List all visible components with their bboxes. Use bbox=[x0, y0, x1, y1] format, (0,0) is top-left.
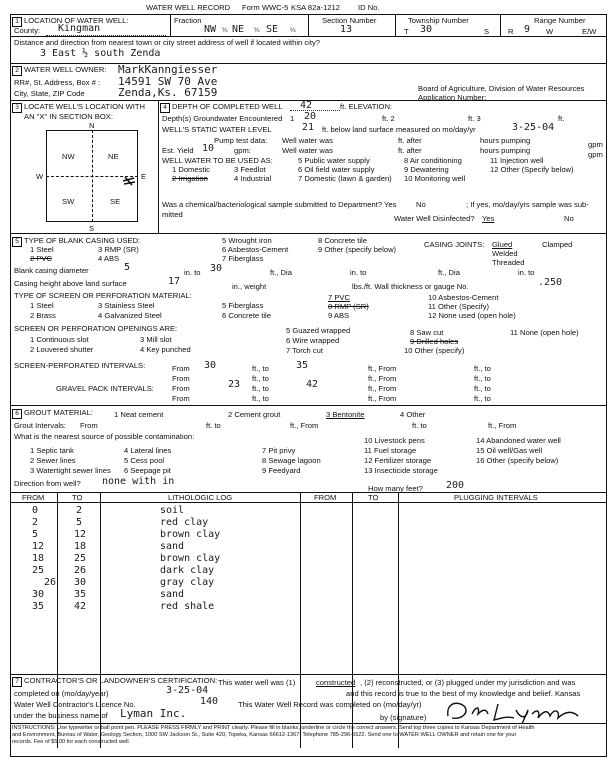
use-other[interactable]: 12 Other (Specify below) bbox=[490, 165, 574, 174]
screen-fiberglass[interactable]: 5 Fiberglass bbox=[222, 301, 264, 310]
screen-brass[interactable]: 2 Brass bbox=[30, 311, 56, 320]
section-number: 1 bbox=[12, 17, 22, 27]
gauge-value[interactable]: .250 bbox=[538, 277, 563, 288]
ft-from: ft., From bbox=[368, 364, 397, 373]
grout-cement[interactable]: 2 Cement grout bbox=[228, 410, 281, 419]
yield-label: Est. Yield bbox=[162, 146, 194, 155]
log-to[interactable]: 18 bbox=[74, 541, 87, 552]
direction-value[interactable]: none with in bbox=[102, 476, 175, 487]
distance-label: Distance and direction from nearest town or city street address of well if located within city? bbox=[14, 38, 320, 47]
screen-concrete[interactable]: 6 Concrete tile bbox=[222, 311, 271, 320]
ft-after: ft. after bbox=[398, 136, 422, 145]
static-value[interactable]: 21 bbox=[302, 122, 315, 133]
well-location-mark bbox=[122, 176, 136, 186]
perforated-label: SCREEN-PERFORATED INTERVALS: bbox=[14, 361, 146, 370]
instructions-line-3: records. Fee of $5.00 for each constructed well. bbox=[12, 739, 131, 745]
from-label: From bbox=[172, 364, 190, 373]
log-from[interactable]: 26 bbox=[44, 577, 57, 588]
contam-pit-privy[interactable]: 7 Pit privy bbox=[262, 446, 296, 455]
submitted-label: mitted bbox=[162, 210, 183, 219]
yield-value[interactable]: 10 bbox=[202, 143, 215, 154]
opening-drilled[interactable]: 9 Drilled holes bbox=[410, 337, 459, 346]
screen-none[interactable]: 12 None used (open hole) bbox=[428, 311, 516, 320]
use-injection[interactable]: 11 Injection well bbox=[490, 156, 544, 165]
static-label: WELL'S STATIC WATER LEVEL bbox=[162, 125, 272, 134]
joint-threaded[interactable]: Threaded bbox=[492, 258, 525, 267]
log-description[interactable]: red shale bbox=[160, 601, 215, 612]
location-title: LOCATION OF WATER WELL: bbox=[24, 16, 129, 25]
opening-torch[interactable]: 7 Torch cut bbox=[286, 346, 324, 355]
ft-after: ft. after bbox=[398, 146, 422, 155]
use-label: WELL WATER TO BE USED AS: bbox=[162, 156, 273, 165]
certification-text: This water well was (1) bbox=[218, 678, 296, 687]
casing-abs[interactable]: 4 ABS bbox=[98, 254, 120, 263]
opening-other[interactable]: 10 Other (specify) bbox=[404, 346, 465, 355]
log-description[interactable]: dark clay bbox=[160, 565, 215, 576]
county-value[interactable]: Kingman bbox=[58, 23, 101, 34]
record-completed-text: This Water Well Record was completed on (mo/day/yr) bbox=[238, 700, 422, 709]
opening-mill-slot[interactable]: 3 Mill slot bbox=[140, 335, 172, 344]
depth-value[interactable]: 42 bbox=[300, 100, 313, 111]
ft-to: ft., to bbox=[252, 384, 269, 393]
hours-pumping: hours pumping bbox=[480, 146, 531, 155]
from-label: From bbox=[172, 374, 190, 383]
range-label: Range Number bbox=[534, 16, 586, 25]
casing-asbestos[interactable]: 6 Asbestos-Cement bbox=[222, 245, 289, 254]
log-header-to: TO bbox=[72, 493, 83, 502]
divider bbox=[500, 14, 501, 36]
opening-none[interactable]: 11 None (open hole) bbox=[510, 328, 579, 337]
log-from[interactable]: 0 bbox=[32, 505, 39, 516]
fraction-1[interactable]: NW bbox=[204, 24, 217, 35]
form-title: WATER WELL RECORD bbox=[146, 3, 231, 12]
screen-material-label: TYPE OF SCREEN OR PERFORATION MATERIAL: bbox=[14, 291, 192, 300]
log-from[interactable]: 25 bbox=[32, 565, 45, 576]
screen-pvc[interactable]: 7 PVC bbox=[328, 293, 350, 302]
from-label: From bbox=[80, 421, 98, 430]
use-air-conditioning[interactable]: 8 Air conditioning bbox=[404, 156, 462, 165]
section-value[interactable]: 13 bbox=[340, 24, 353, 35]
direction-label: Direction from well? bbox=[14, 479, 81, 488]
township-s: S bbox=[484, 27, 490, 36]
log-header-lithologic: LITHOLOGIC LOG bbox=[168, 493, 233, 502]
business-value[interactable]: Lyman Inc. bbox=[120, 707, 187, 720]
casing-height-value[interactable]: 17 bbox=[168, 276, 181, 287]
gravel-label: GRAVEL PACK INTERVALS: bbox=[56, 384, 154, 393]
completed-label: completed on (mo/day/year) bbox=[14, 689, 109, 698]
ft-from: ft., From bbox=[368, 374, 397, 383]
gravel-from-value[interactable]: 23 bbox=[228, 379, 241, 390]
contam-seepage[interactable]: 6 Seepage pit bbox=[124, 466, 171, 475]
ft-to: ft., to bbox=[252, 374, 269, 383]
joint-clamped[interactable]: Clamped bbox=[542, 240, 573, 249]
county-label: County: bbox=[14, 26, 41, 35]
constructed-option[interactable]: constructed bbox=[316, 678, 356, 687]
range-r: R bbox=[508, 27, 514, 36]
locate-title-2: AN "X" IN SECTION BOX: bbox=[24, 112, 113, 121]
gravel-to-value[interactable]: 42 bbox=[306, 379, 319, 390]
address-value[interactable]: 14591 SW 70 Ave bbox=[118, 75, 218, 88]
disinfected-no[interactable]: No bbox=[564, 214, 574, 223]
licence-label: Water Well Contractor's Licence No. bbox=[14, 700, 136, 709]
east-label: E bbox=[141, 172, 147, 181]
log-description[interactable]: red clay bbox=[160, 517, 209, 528]
ft-dia: ft., Dia bbox=[270, 268, 292, 277]
screen-stainless[interactable]: 3 Stainless Steel bbox=[98, 301, 155, 310]
north-label: N bbox=[89, 121, 95, 130]
blank-diameter-label: Blank casing diameter bbox=[14, 266, 89, 275]
screen-asbestos[interactable]: 10 Asbestos-Cement bbox=[428, 293, 499, 302]
log-to[interactable]: 42 bbox=[74, 601, 87, 612]
city-value[interactable]: Zenda,Ks. 67159 bbox=[118, 86, 218, 99]
ft-dia: ft., Dia bbox=[438, 268, 460, 277]
ft-to: ft., to bbox=[474, 394, 491, 403]
form-number: Form WWC-5 bbox=[242, 3, 289, 12]
in-weight: in., weight bbox=[232, 282, 267, 291]
fraction-3[interactable]: SE bbox=[266, 24, 279, 35]
address-label: RR#, St. Address, Box # : bbox=[14, 78, 101, 87]
pump-label: Pump test data: bbox=[214, 136, 268, 145]
log-description[interactable]: soil bbox=[160, 505, 185, 516]
quarter-mark: ¼ bbox=[254, 27, 260, 34]
owner-value[interactable]: MarkKanngiesser bbox=[118, 63, 218, 76]
log-to[interactable]: 12 bbox=[74, 529, 87, 540]
fraction-2[interactable]: NE bbox=[232, 24, 245, 35]
from-label: From bbox=[172, 394, 190, 403]
ft-from: ft., From bbox=[368, 384, 397, 393]
township-value[interactable]: 30 bbox=[420, 24, 433, 35]
groundwater-label: Depth(s) Groundwater Encountered bbox=[162, 114, 283, 123]
log-from[interactable]: 5 bbox=[32, 529, 39, 540]
board-text: Board of Agriculture, Division of Water Resources bbox=[418, 84, 585, 93]
range-w: W bbox=[546, 27, 554, 36]
casing-pvc[interactable]: 2 PVC bbox=[30, 254, 52, 263]
distance-value[interactable]: 3 East ½ south Zenda bbox=[40, 48, 161, 59]
log-description[interactable]: sand bbox=[160, 541, 185, 552]
yield-gpm: gpm: bbox=[234, 146, 251, 155]
ft-unit: ft. bbox=[558, 114, 565, 123]
opening-key-punched[interactable]: 4 Key punched bbox=[140, 345, 191, 354]
contam-lateral[interactable]: 4 Lateral lines bbox=[124, 446, 172, 455]
business-label: under the business name of bbox=[14, 711, 108, 720]
west-label: W bbox=[36, 172, 44, 181]
grout-label: GROUT MATERIAL: bbox=[24, 408, 93, 417]
depth-label: DEPTH OF COMPLETED WELL bbox=[172, 102, 283, 111]
section-number: 6 bbox=[12, 409, 22, 419]
ne-label: NE bbox=[108, 152, 119, 161]
grout-other[interactable]: 4 Other bbox=[400, 410, 426, 419]
use-monitoring[interactable]: 10 Monitoring well bbox=[404, 174, 466, 183]
south-label: S bbox=[89, 224, 95, 233]
signature-label: by (signature) bbox=[380, 713, 427, 722]
joint-welded[interactable]: Welded bbox=[492, 249, 518, 258]
casing-steel[interactable]: 1 Steel bbox=[30, 245, 54, 254]
section-number: 5 bbox=[12, 237, 22, 247]
grout-bentonite[interactable]: 3 Bentonite bbox=[326, 410, 365, 419]
fraction-label: Fraction bbox=[174, 16, 202, 25]
screen-steel[interactable]: 1 Steel bbox=[30, 301, 54, 310]
section-number: 4 bbox=[160, 103, 170, 113]
gpm-unit: gpm bbox=[588, 150, 603, 159]
use-lawn-garden[interactable]: 7 Domestic (lawn & garden) bbox=[298, 174, 392, 183]
log-from[interactable]: 12 bbox=[32, 541, 45, 552]
range-value[interactable]: 9 bbox=[524, 24, 531, 35]
casing-height-label: Casing height above land surface bbox=[14, 279, 127, 288]
section-label: Section Number bbox=[322, 16, 377, 25]
ft-to: ft., to bbox=[252, 364, 269, 373]
divider bbox=[308, 14, 309, 36]
screen-other[interactable]: 11 Other (Specify) bbox=[428, 302, 490, 311]
contam-sewer[interactable]: 2 Sewer lines bbox=[30, 456, 76, 465]
log-to[interactable]: 30 bbox=[74, 577, 87, 588]
section-number: 3 bbox=[12, 103, 22, 113]
grout-neat-cement[interactable]: 1 Neat cement bbox=[114, 410, 164, 419]
ft-from: ft., From bbox=[368, 394, 397, 403]
use-public[interactable]: 5 Public water supply bbox=[298, 156, 370, 165]
ft-to: ft. to bbox=[412, 421, 427, 430]
opening-louvered[interactable]: 2 Louvered shutter bbox=[30, 345, 94, 354]
casing-wrought-iron[interactable]: 5 Wrought iron bbox=[222, 236, 272, 245]
certification-label: CONTRACTOR'S OR LANDOWNER'S CERTIFICATION: bbox=[24, 676, 218, 685]
ft-from: ft., From bbox=[488, 421, 517, 430]
contam-other[interactable]: 16 Other (specify below) bbox=[476, 456, 559, 465]
how-many-feet-value[interactable]: 200 bbox=[446, 480, 465, 491]
signature-mark bbox=[442, 696, 592, 724]
ft-to: ft., to bbox=[474, 374, 491, 383]
elevation-label: ft. ELEVATION: bbox=[340, 102, 393, 111]
contam-fuel[interactable]: 11 Fuel storage bbox=[364, 446, 417, 455]
sw-label: SW bbox=[62, 197, 75, 206]
perf-from-value[interactable]: 30 bbox=[204, 360, 217, 371]
contam-fertilizer[interactable]: 12 Fertilizer storage bbox=[364, 456, 432, 465]
licence-value[interactable]: 140 bbox=[200, 696, 219, 707]
contam-abandoned-well[interactable]: 14 Abandoned water well bbox=[476, 436, 561, 445]
log-to[interactable]: 5 bbox=[76, 517, 83, 528]
disinfected-yes[interactable]: Yes bbox=[482, 214, 495, 223]
instructions-line-1: INSTRUCTIONS: Use typewriter or ball point pen. PLEASE PRESS FIRMLY and PRINT clearly. Please fill in blanks, underline or circle the correct answers. Send top three copies to Kansas Department of Health bbox=[12, 725, 535, 731]
se-label: SE bbox=[110, 197, 121, 206]
opening-wire[interactable]: 6 Wire wrapped bbox=[286, 336, 340, 345]
gw-2-label: ft. 2 bbox=[382, 114, 395, 123]
log-description[interactable]: sand bbox=[160, 589, 185, 600]
log-from[interactable]: 35 bbox=[32, 601, 45, 612]
opening-guazed[interactable]: 5 Guazed wrapped bbox=[286, 326, 351, 335]
log-header-plugging: PLUGGING INTERVALS bbox=[454, 493, 538, 502]
chem-sample-question-2: ; If yes, mo/day/yrs sample was sub- bbox=[466, 200, 589, 209]
log-to[interactable]: 35 bbox=[74, 589, 87, 600]
lbs-gauge-label: lbs./ft. Wall thickness or gauge No. bbox=[352, 282, 469, 291]
contam-feedyard[interactable]: 9 Feedyard bbox=[262, 466, 301, 475]
static-date[interactable]: 3-25-04 bbox=[512, 122, 555, 133]
casing-rmp[interactable]: 3 RMP (SR) bbox=[98, 245, 139, 254]
township-t: T bbox=[404, 27, 409, 36]
hours-pumping: hours pumping bbox=[480, 136, 531, 145]
gw-1-value[interactable]: 20 bbox=[304, 111, 317, 122]
quarter-mark: ¼ bbox=[290, 27, 296, 34]
ft-to: ft. to bbox=[206, 421, 221, 430]
log-to[interactable]: 26 bbox=[74, 565, 87, 576]
application-number-label: Application Number: bbox=[418, 93, 487, 102]
contam-lagoon[interactable]: 8 Sewage lagoon bbox=[262, 456, 321, 465]
instructions-line-2: and Environment, Bureau of Water, Geology Section, 1000 SW Jackson St., Suite 420, Topeka, Kansas 66612-1367. Telephone 785-296-5522. Send one to WATER WELL OWNER and retain one for your bbox=[12, 732, 517, 738]
contamination-label: What is the nearest source of possible contamination: bbox=[14, 432, 195, 441]
township-label: Township Number bbox=[408, 16, 469, 25]
contam-cess-pool[interactable]: 5 Cess pool bbox=[124, 456, 165, 465]
joint-glued[interactable]: Glued bbox=[492, 240, 513, 249]
log-to[interactable]: 25 bbox=[74, 553, 87, 564]
contam-septic[interactable]: 1 Septic tank bbox=[30, 446, 74, 455]
range-ew: E/W bbox=[582, 27, 597, 36]
screen-rmp[interactable]: 8 RMP (SR) bbox=[328, 302, 369, 311]
use-irrigation[interactable]: 2 Irrigation bbox=[172, 174, 208, 183]
log-description[interactable]: brown clay bbox=[160, 553, 221, 564]
divider bbox=[10, 36, 607, 37]
divider bbox=[395, 14, 396, 36]
casing-concrete[interactable]: 8 Concrete tile bbox=[318, 236, 367, 245]
in-to: in. to bbox=[184, 268, 201, 277]
casing-other[interactable]: 9 Other (specify below) bbox=[318, 245, 397, 254]
use-oil-field[interactable]: 6 Oil field water supply bbox=[298, 165, 375, 174]
contam-insecticide[interactable]: 13 Insecticide storage bbox=[364, 466, 438, 475]
well-water-was: Well water was bbox=[282, 146, 333, 155]
in-to: in. to bbox=[350, 268, 367, 277]
perf-to-value[interactable]: 35 bbox=[296, 360, 309, 371]
nw-label: NW bbox=[62, 152, 75, 161]
screen-galvanized[interactable]: 4 Galvanized Steel bbox=[98, 311, 162, 320]
ft-from: ft., From bbox=[290, 421, 319, 430]
section-number: 7 bbox=[12, 677, 22, 687]
ksa-number: KSA 82a-1212 bbox=[291, 3, 340, 12]
casing-fiberglass[interactable]: 7 Fiberglass bbox=[222, 254, 264, 263]
log-from[interactable]: 18 bbox=[32, 553, 45, 564]
certification-text-2: , (2) reconstructed, or (3) plugged under my jurisdiction and was bbox=[360, 678, 576, 687]
grout-intervals-label: Grout Intervals: bbox=[14, 421, 66, 430]
openings-label: SCREEN OR PERFORATION OPENINGS ARE: bbox=[14, 324, 178, 333]
ft-to: ft., to bbox=[474, 364, 491, 373]
gpm-unit: gpm bbox=[588, 140, 603, 149]
log-description[interactable]: gray clay bbox=[160, 577, 215, 588]
log-header-from: FROM bbox=[22, 493, 45, 502]
use-feedlot[interactable]: 3 Feedlot bbox=[234, 165, 266, 174]
quarter-mark: ¼ bbox=[222, 27, 228, 34]
ft-to: ft., to bbox=[474, 384, 491, 393]
contam-livestock[interactable]: 10 Livestock pens bbox=[364, 436, 425, 445]
divider bbox=[170, 14, 171, 36]
log-from[interactable]: 30 bbox=[32, 589, 45, 600]
casing-label: TYPE OF BLANK CASING USED: bbox=[24, 236, 141, 245]
use-dewatering[interactable]: 9 Dewatering bbox=[404, 165, 449, 174]
log-header-from-2: FROM bbox=[314, 493, 337, 502]
use-industrial[interactable]: 4 Industrial bbox=[234, 174, 272, 183]
log-description[interactable]: brown clay bbox=[160, 529, 221, 540]
locate-title: LOCATE WELL'S LOCATION WITH bbox=[24, 102, 145, 111]
log-from[interactable]: 2 bbox=[32, 517, 39, 528]
completed-date[interactable]: 3-25-04 bbox=[166, 685, 209, 696]
screen-abs[interactable]: 9 ABS bbox=[328, 311, 350, 320]
opening-continuous[interactable]: 1 Continuous slot bbox=[30, 335, 89, 344]
disinfected-label: Water Well Disinfected? bbox=[394, 214, 475, 223]
joints-label: CASING JOINTS: bbox=[424, 240, 485, 249]
well-water-was: Well water was bbox=[282, 136, 333, 145]
contam-oil-gas[interactable]: 15 Oil well/Gas well bbox=[476, 446, 543, 455]
use-domestic[interactable]: 1 Domestic bbox=[172, 165, 210, 174]
true-record-text: and this record is true to the best of my knowledge and belief. Kansas bbox=[346, 689, 581, 698]
blank-diameter-value[interactable]: 5 bbox=[124, 262, 131, 273]
chem-sample-question: Was a chemical/bacteriological sample submitted to Department? Yes bbox=[162, 200, 397, 209]
section-number: 2 bbox=[12, 66, 22, 76]
blank-to-value[interactable]: 30 bbox=[210, 263, 223, 274]
from-label: From bbox=[172, 384, 190, 393]
in-to: in. to bbox=[518, 268, 535, 277]
gw-3-label: ft. 3 bbox=[468, 114, 481, 123]
contam-watertight[interactable]: 3 Watertight sewer lines bbox=[30, 466, 111, 475]
city-label: City, State, ZIP Code bbox=[14, 89, 85, 98]
opening-saw-cut[interactable]: 8 Saw cut bbox=[410, 328, 444, 337]
log-header-to-2: TO bbox=[368, 493, 379, 502]
owner-label: WATER WELL OWNER: bbox=[24, 65, 107, 74]
static-below-text: ft. below land surface measured on mo/day/yr bbox=[322, 125, 476, 134]
log-to[interactable]: 2 bbox=[76, 505, 83, 516]
ft-to: ft., to bbox=[252, 394, 269, 403]
chem-no[interactable]: No bbox=[416, 200, 426, 209]
gw-1-label: 1 bbox=[290, 114, 295, 123]
how-many-feet-label: How many feet? bbox=[368, 484, 423, 493]
id-number-label: ID No. bbox=[358, 3, 380, 12]
